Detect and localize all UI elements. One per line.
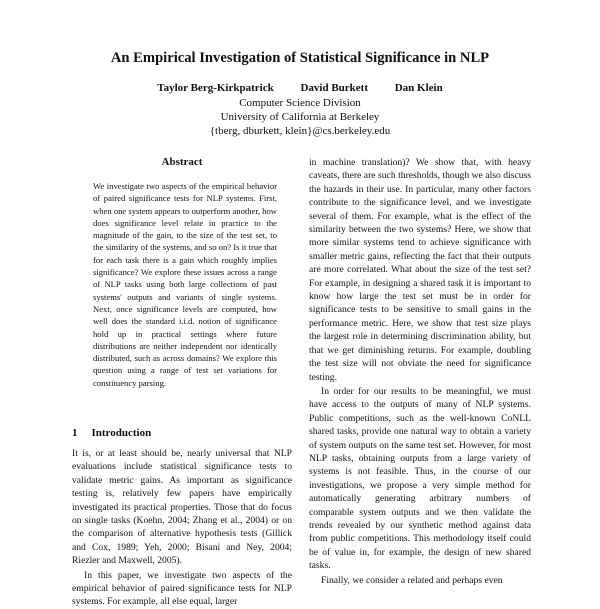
right-column-body (309, 156, 531, 587)
author-list (0, 82, 600, 94)
introduction-body (72, 447, 292, 609)
paper-title: An Empirical Investigation of Statistical Significance in NLP (110, 50, 490, 66)
affiliation-division: Computer Science Division (239, 97, 361, 109)
paragraph: In order for our results to be meaningful, we must have access to the outputs of many of NLP systems. Public competitions, such as the well-known CoNLL shared tasks, provide one natural way to obtain a variety of system outputs on the same test set. However, for most NLP tasks, obtaining outputs from a large variety of systems is not feasible. Thus, in the course of our investigations, we propose a very simple method for automatically generating arbitrary numbers of comparable system outputs and we then validate the trends revealed by our synthetic method against data from public competitions. This methodology itself could be of value in, for example, the design of new shared tasks. (309, 385, 531, 572)
section-number: 1 (72, 427, 78, 439)
paragraph: in machine translation)? We show that, with heavy caveats, there are such thresholds, though we also discuss the hazards in their use. In particular, many other factors contribute to the significance level, and we investigate several of them. For example, what is the effect of the similarity between the two systems? Here, we show that more similar systems tend to achieve significance with smaller metric gains, reflecting the fact that their outputs are more correlated. What about the size of the test set? For example, in designing a shared task it is important to know how large the test set must be in order for significance tests to be sensitive to small gains in the performance metric. Here, we show that test size plays the largest role in determining discrimination ability, but that we get diminishing returns. For example, doubling the test size will not obviate the need for significance testing. (309, 157, 531, 383)
paragraph: In this paper, we investigate two aspects of the empirical behavior of paired significance tests for NLP systems. For example, all else equal, larger (72, 569, 292, 608)
author-name: Taylor Berg-Kirkpatrick (157, 82, 274, 94)
affiliation-university: University of California at Berkeley (220, 111, 380, 123)
author-name: David Burkett (300, 82, 368, 94)
section-heading (72, 427, 292, 439)
author-emails: {tberg, dburkett, klein}@cs.berkeley.edu (209, 125, 391, 137)
affiliation (0, 96, 600, 138)
section-title: Introduction (91, 427, 152, 439)
abstract-heading: Abstract (161, 156, 203, 168)
abstract-text: We investigate two aspects of the empirical behavior of paired significance tests for NLP systems. First, when one system appears to outperform another, how does significance level relate in practice to the magnitude of the gain, to the size of the test set, to the similarity of the systems, and so on? Is it true that for each task there is a gain which roughly implies significance? We explore these issues across a range of NLP tasks using both large collections of past systems' outputs and variants of single systems. Next, once significance levels are computed, how well does the standard i.i.d. notion of significance hold up in practical settings where future distributions are neither independent nor identically distributed, such as across domains? We explore this question using a range of test set variations for constituency parsing. (93, 181, 277, 388)
paragraph: Finally, we consider a related and perhaps even (321, 574, 503, 586)
paragraph: It is, or at least should be, nearly universal that NLP evaluations include statistical significance tests to validate metric gains. As important as significance testing is, relatively few papers have empirically investigated its practical properties. Those that do focus on single tasks (Koehn, 2004; Zhang et al., 2004) or on the comparison of alternative hypothesis tests (Gillick and Cox, 1989; Yeh, 2000; Bisani and Ney, 2004; Riezler and Maxwell, 2005). (72, 448, 292, 567)
author-name: Dan Klein (394, 82, 443, 94)
